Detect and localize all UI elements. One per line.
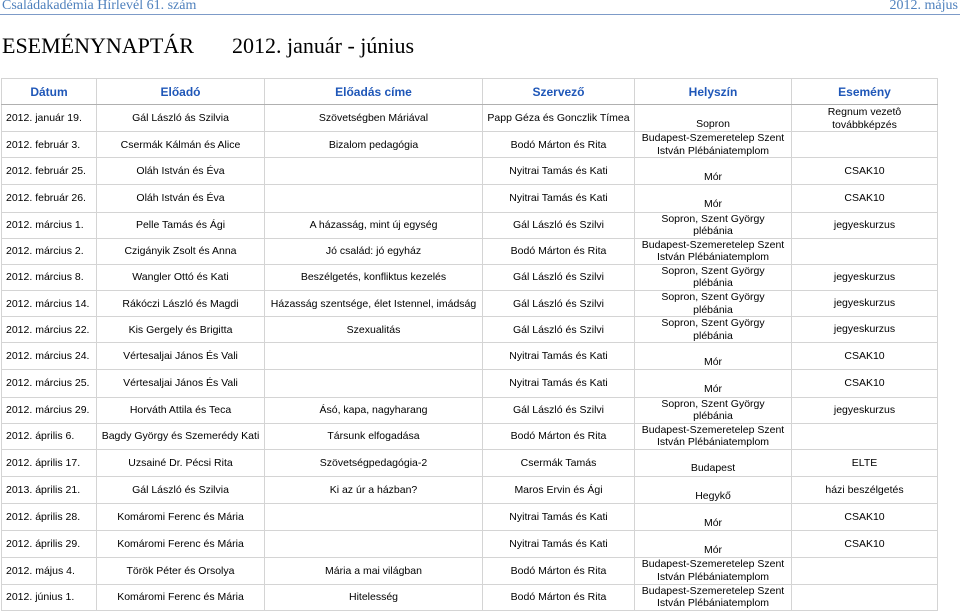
newsletter-date: 2012. május [889, 0, 958, 13]
event-line: jegyeskurzus [833, 218, 896, 231]
table-row [2, 132, 938, 158]
cell-organizer: Nyitrai Tamás és Kati [483, 158, 635, 185]
cell-title [265, 504, 483, 531]
table-header-row [2, 79, 938, 105]
column-header-title: Előadás címe [265, 79, 483, 105]
cell-date: 2012. május 4. [2, 558, 97, 584]
cell-organizer: Gál László és Szilvi [483, 290, 635, 316]
table-row [2, 531, 938, 558]
cell-place [635, 504, 792, 531]
place-line: István Plébániatemplom [656, 570, 770, 583]
cell-date: 2012. április 29. [2, 531, 97, 558]
cell-title: Társunk elfogadása [265, 423, 483, 449]
cell-place [635, 212, 792, 238]
cell-event [792, 212, 938, 238]
place-line: Mór [703, 516, 723, 529]
cell-event [792, 317, 938, 343]
cell-place [635, 531, 792, 558]
place-line: Sopron, Szent György [661, 212, 765, 225]
table-row [2, 158, 938, 185]
cell-organizer: Nyitrai Tamás és Kati [483, 504, 635, 531]
place-line: Mór [703, 170, 723, 183]
event-line: ELTE [851, 456, 878, 469]
cell-title: Mária a mai világban [265, 558, 483, 584]
cell-event [792, 423, 938, 449]
event-line: CSAK10 [844, 165, 885, 178]
cell-event [792, 449, 938, 476]
table-row [2, 423, 938, 449]
cell-organizer: Gál László és Szilvi [483, 397, 635, 423]
page-title [2, 32, 415, 60]
cell-title: Beszélgetés, konfliktus kezelés [265, 264, 483, 290]
cell-organizer: Nyitrai Tamás és Kati [483, 343, 635, 370]
cell-place [635, 185, 792, 212]
cell-organizer: Nyitrai Tamás és Kati [483, 531, 635, 558]
cell-date: 2012. március 8. [2, 264, 97, 290]
cell-event [792, 158, 938, 185]
place-line: Mór [703, 198, 723, 211]
cell-title [265, 343, 483, 370]
cell-event [792, 584, 938, 610]
page-title-main: ESEMÉNYNAPTÁR [2, 33, 194, 58]
cell-date: 2012. április 17. [2, 449, 97, 476]
cell-date: 2012. március 25. [2, 370, 97, 397]
place-line: plébánia [693, 329, 733, 342]
place-line: Sopron, Szent György [661, 317, 765, 330]
place-line: Budapest-Szemeretelep Szent [641, 558, 785, 571]
cell-title: A házasság, mint új egység [265, 212, 483, 238]
cell-organizer: Csermák Tamás [483, 449, 635, 476]
table-row [2, 212, 938, 238]
cell-place [635, 343, 792, 370]
cell-event [792, 343, 938, 370]
newsletter-issue: Családakadémia Hírlevél 61. szám [2, 0, 197, 13]
table-row [2, 238, 938, 264]
column-header-place: Helyszín [635, 79, 792, 105]
table-row [2, 397, 938, 423]
cell-title: Ki az úr a házban? [265, 476, 483, 503]
cell-place [635, 264, 792, 290]
place-line: Budapest-Szemeretelep Szent [641, 238, 785, 251]
cell-speaker: Horváth Attila és Teca [97, 397, 265, 423]
cell-organizer: Bodó Márton és Rita [483, 423, 635, 449]
cell-date: 2012. június 1. [2, 584, 97, 610]
table-row [2, 449, 938, 476]
cell-title: Jó család: jó egyház [265, 238, 483, 264]
cell-speaker: Oláh István és Éva [97, 158, 265, 185]
cell-speaker: Csermák Kálmán és Alice [97, 132, 265, 158]
cell-date: 2012. március 2. [2, 238, 97, 264]
cell-place [635, 370, 792, 397]
cell-place [635, 423, 792, 449]
place-line: István Plébániatemplom [656, 144, 770, 157]
cell-title: Hitelesség [265, 584, 483, 610]
place-line: Budapest-Szemeretelep Szent [641, 423, 785, 436]
event-line: CSAK10 [844, 538, 885, 551]
cell-event [792, 238, 938, 264]
cell-organizer: Gál László és Szilvi [483, 317, 635, 343]
event-line: CSAK10 [844, 510, 885, 523]
column-header-date: Dátum [2, 79, 97, 105]
cell-title: Házasság szentsége, élet Istennel, imádság [265, 290, 483, 316]
cell-title: Szövetségpedagógia-2 [265, 449, 483, 476]
table-row [2, 317, 938, 343]
cell-date: 2012. április 6. [2, 423, 97, 449]
cell-title: Ásó, kapa, nagyharang [265, 397, 483, 423]
cell-event [792, 531, 938, 558]
cell-speaker: Komáromi Ferenc és Mária [97, 504, 265, 531]
cell-title [265, 158, 483, 185]
table-row [2, 290, 938, 316]
cell-date: 2012. március 29. [2, 397, 97, 423]
cell-speaker: Komáromi Ferenc és Mária [97, 584, 265, 610]
cell-organizer: Maros Ervin és Ági [483, 476, 635, 503]
cell-speaker: Török Péter és Orsolya [97, 558, 265, 584]
event-line: CSAK10 [844, 377, 885, 390]
event-line: továbbképzés [832, 118, 897, 131]
cell-event [792, 558, 938, 584]
cell-speaker: Gál László és Szilvia [97, 476, 265, 503]
cell-event [792, 132, 938, 158]
place-line: Sopron, Szent György [661, 397, 765, 410]
cell-event [792, 264, 938, 290]
table-row [2, 584, 938, 610]
cell-place [635, 317, 792, 343]
cell-date: 2012. március 22. [2, 317, 97, 343]
event-line: jegyeskurzus [833, 323, 896, 336]
cell-speaker: Vértesaljai János És Vali [97, 370, 265, 397]
cell-speaker: Gál László ás Szilvia [97, 105, 265, 132]
event-line: jegyeskurzus [833, 271, 896, 284]
cell-date: 2012. március 24. [2, 343, 97, 370]
cell-event [792, 397, 938, 423]
table-row [2, 558, 938, 584]
cell-title: Szexualitás [265, 317, 483, 343]
cell-speaker: Wangler Ottó és Kati [97, 264, 265, 290]
cell-organizer: Gál László és Szilvi [483, 212, 635, 238]
cell-place [635, 558, 792, 584]
cell-title: Szövetségben Máriával [265, 105, 483, 132]
event-calendar-table [1, 78, 938, 611]
cell-speaker: Kis Gergely és Brigitta [97, 317, 265, 343]
cell-place [635, 449, 792, 476]
cell-place [635, 158, 792, 185]
cell-place [635, 397, 792, 423]
place-line: plébánia [693, 225, 733, 238]
table-body [2, 105, 938, 611]
page-title-period: 2012. január - június [232, 33, 415, 58]
cell-place [635, 476, 792, 503]
cell-place [635, 290, 792, 316]
cell-speaker: Czigányik Zsolt és Anna [97, 238, 265, 264]
cell-organizer: Nyitrai Tamás és Kati [483, 370, 635, 397]
place-line: Budapest [690, 462, 736, 475]
cell-place [635, 584, 792, 610]
cell-place [635, 238, 792, 264]
place-line: István Plébániatemplom [656, 251, 770, 264]
cell-date: 2012. április 28. [2, 504, 97, 531]
cell-organizer: Bodó Márton és Rita [483, 238, 635, 264]
place-line: Budapest-Szemeretelep Szent [641, 584, 785, 597]
table-row [2, 370, 938, 397]
cell-title [265, 370, 483, 397]
cell-title: Bizalom pedagógia [265, 132, 483, 158]
cell-date: 2012. február 26. [2, 185, 97, 212]
event-line: házi beszélgetés [825, 483, 904, 496]
place-line: Hegykő [695, 489, 731, 502]
cell-event [792, 105, 938, 132]
cell-place [635, 105, 792, 132]
cell-speaker: Uzsainé Dr. Pécsi Rita [97, 449, 265, 476]
event-line: jegyeskurzus [833, 403, 896, 416]
place-line: István Plébániatemplom [656, 597, 770, 610]
event-line: Regnum vezetô [827, 106, 902, 118]
cell-organizer: Gál László és Szilvi [483, 264, 635, 290]
place-line: plébánia [693, 303, 733, 316]
cell-organizer: Papp Géza és Gonczlik Tímea [483, 105, 635, 132]
cell-date: 2012. március 1. [2, 212, 97, 238]
cell-speaker: Bagdy György és Szemerédy Kati [97, 423, 265, 449]
place-line: plébánia [693, 410, 733, 423]
place-line: Sopron, Szent György [661, 264, 765, 277]
cell-event [792, 185, 938, 212]
cell-date: 2012. február 25. [2, 158, 97, 185]
event-line: CSAK10 [844, 350, 885, 363]
column-header-event: Esemény [792, 79, 938, 105]
cell-event [792, 504, 938, 531]
place-line: Mór [703, 355, 723, 368]
cell-speaker: Rákóczi László és Magdi [97, 290, 265, 316]
cell-event [792, 476, 938, 503]
table-row [2, 343, 938, 370]
cell-speaker: Pelle Tamás és Ági [97, 212, 265, 238]
table-row [2, 476, 938, 503]
place-line: Mór [703, 383, 723, 396]
cell-date: 2012. január 19. [2, 105, 97, 132]
table-row [2, 504, 938, 531]
place-line: István Plébániatemplom [656, 436, 770, 449]
event-line: jegyeskurzus [833, 297, 896, 310]
cell-title [265, 185, 483, 212]
column-header-speaker: Előadó [97, 79, 265, 105]
cell-speaker: Vértesaljai János És Vali [97, 343, 265, 370]
place-line: Budapest-Szemeretelep Szent [641, 132, 785, 145]
cell-title [265, 531, 483, 558]
table-row [2, 264, 938, 290]
cell-place [635, 132, 792, 158]
place-line: Mór [703, 543, 723, 556]
cell-date: 2013. április 21. [2, 476, 97, 503]
cell-event [792, 370, 938, 397]
place-line: Sopron, Szent György [661, 291, 765, 304]
event-line: CSAK10 [844, 192, 885, 205]
table-row [2, 105, 938, 132]
cell-event [792, 290, 938, 316]
cell-organizer: Nyitrai Tamás és Kati [483, 185, 635, 212]
cell-organizer: Bodó Márton és Rita [483, 584, 635, 610]
place-line: plébánia [693, 277, 733, 290]
cell-date: 2012. február 3. [2, 132, 97, 158]
place-line: Sopron [696, 117, 730, 130]
newsletter-header [0, 0, 960, 15]
cell-organizer: Bodó Márton és Rita [483, 132, 635, 158]
table-row [2, 185, 938, 212]
cell-organizer: Bodó Márton és Rita [483, 558, 635, 584]
cell-speaker: Oláh István és Éva [97, 185, 265, 212]
column-header-organizer: Szervező [483, 79, 635, 105]
cell-speaker: Komáromi Ferenc és Mária [97, 531, 265, 558]
cell-date: 2012. március 14. [2, 290, 97, 316]
